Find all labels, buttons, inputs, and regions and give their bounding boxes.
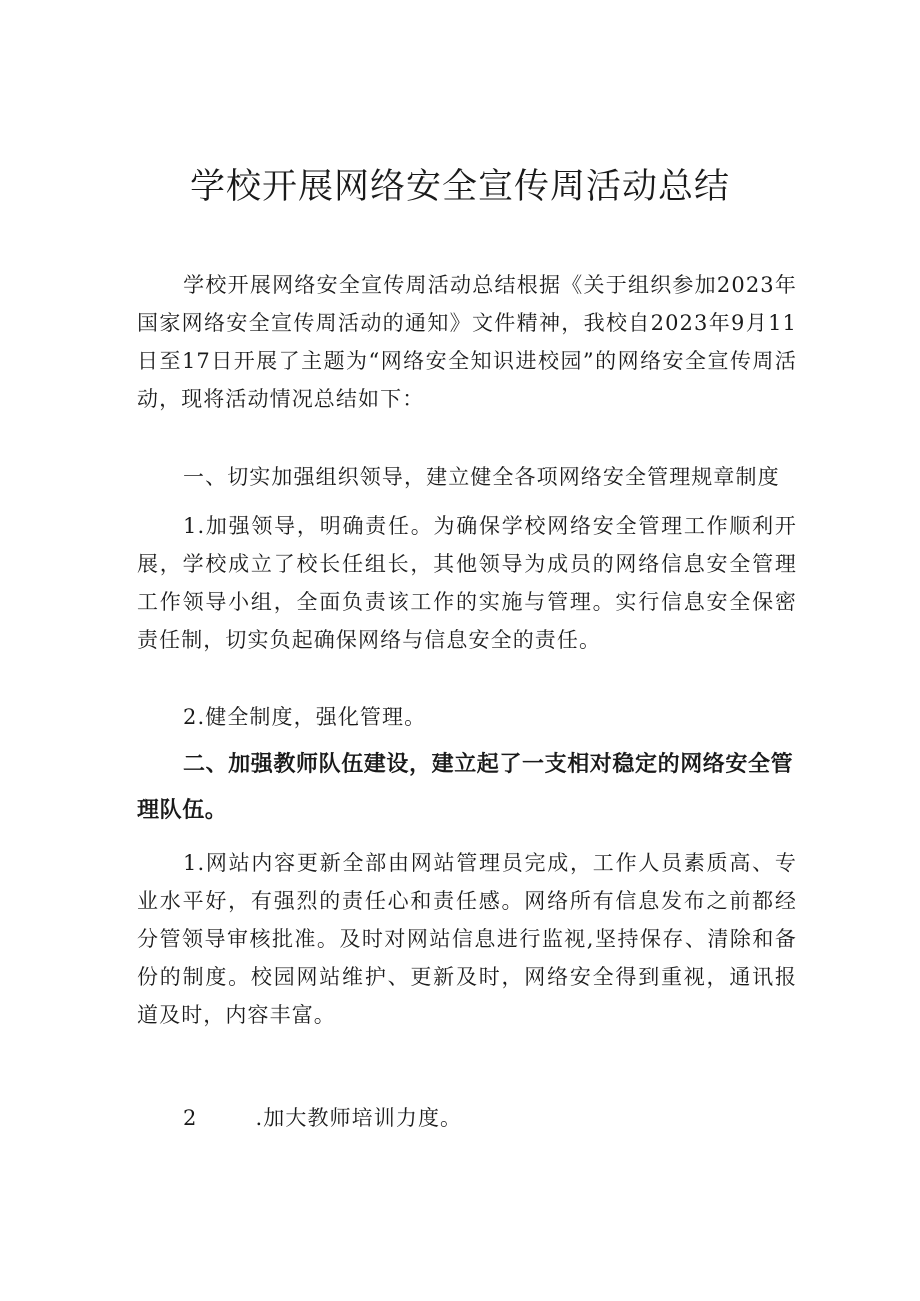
section2-item2-number: 2	[183, 1106, 198, 1130]
document-title: 学校开展网络安全宣传周活动总结	[189, 167, 730, 207]
intro-paragraph	[137, 266, 797, 418]
section1-item2-paragraph	[137, 698, 797, 736]
section2-item1-text: 1.网站内容更新全部由网站管理员完成，工作人员素质高、专业水平好，有强烈的责任心和责任感。网络所有信息发布之前都经分管领导审核批准。及时对网站信息进行监视,坚持保存、清除和备份的制度。校园网站维护、更新及时，网络安全得到重视，通讯报道及时，内容丰富。	[137, 851, 797, 1027]
section1-heading-text: 一、切实加强组织领导，建立健全各项网络安全管理规章制度	[183, 465, 780, 489]
section2-item2-paragraph	[137, 1099, 797, 1137]
section2-heading-text: 二、加强教师队伍建设，建立起了一支相对稳定的网络安全管理队伍。	[137, 752, 794, 823]
section2-item2-text: .加大教师培训力度。	[255, 1106, 463, 1130]
section1-item2-text: 2.健全制度，强化管理。	[183, 705, 427, 729]
section2-heading	[137, 742, 802, 834]
section1-item1-text: 1.加强领导，明确责任。为确保学校网络安全管理工作顺利开展，学校成立了校长任组长，其他领导为成员的网络信息安全管理工作领导小组，全面负责该工作的实施与管理。实行信息安全保密责任制，切实负起确保网络与信息安全的责任。	[137, 514, 797, 652]
section1-heading	[137, 458, 797, 496]
intro-text: 学校开展网络安全宣传周活动总结根据《关于组织参加2023年国家网络安全宣传周活动的通知》文件精神，我校自2023年9月11日至17日开展了主题为“网络安全知识进校园”的网络安全宣传周活动，现将活动情况总结如下：	[137, 273, 797, 411]
section1-item1-paragraph	[137, 507, 797, 659]
section2-item1-paragraph	[137, 844, 797, 1034]
